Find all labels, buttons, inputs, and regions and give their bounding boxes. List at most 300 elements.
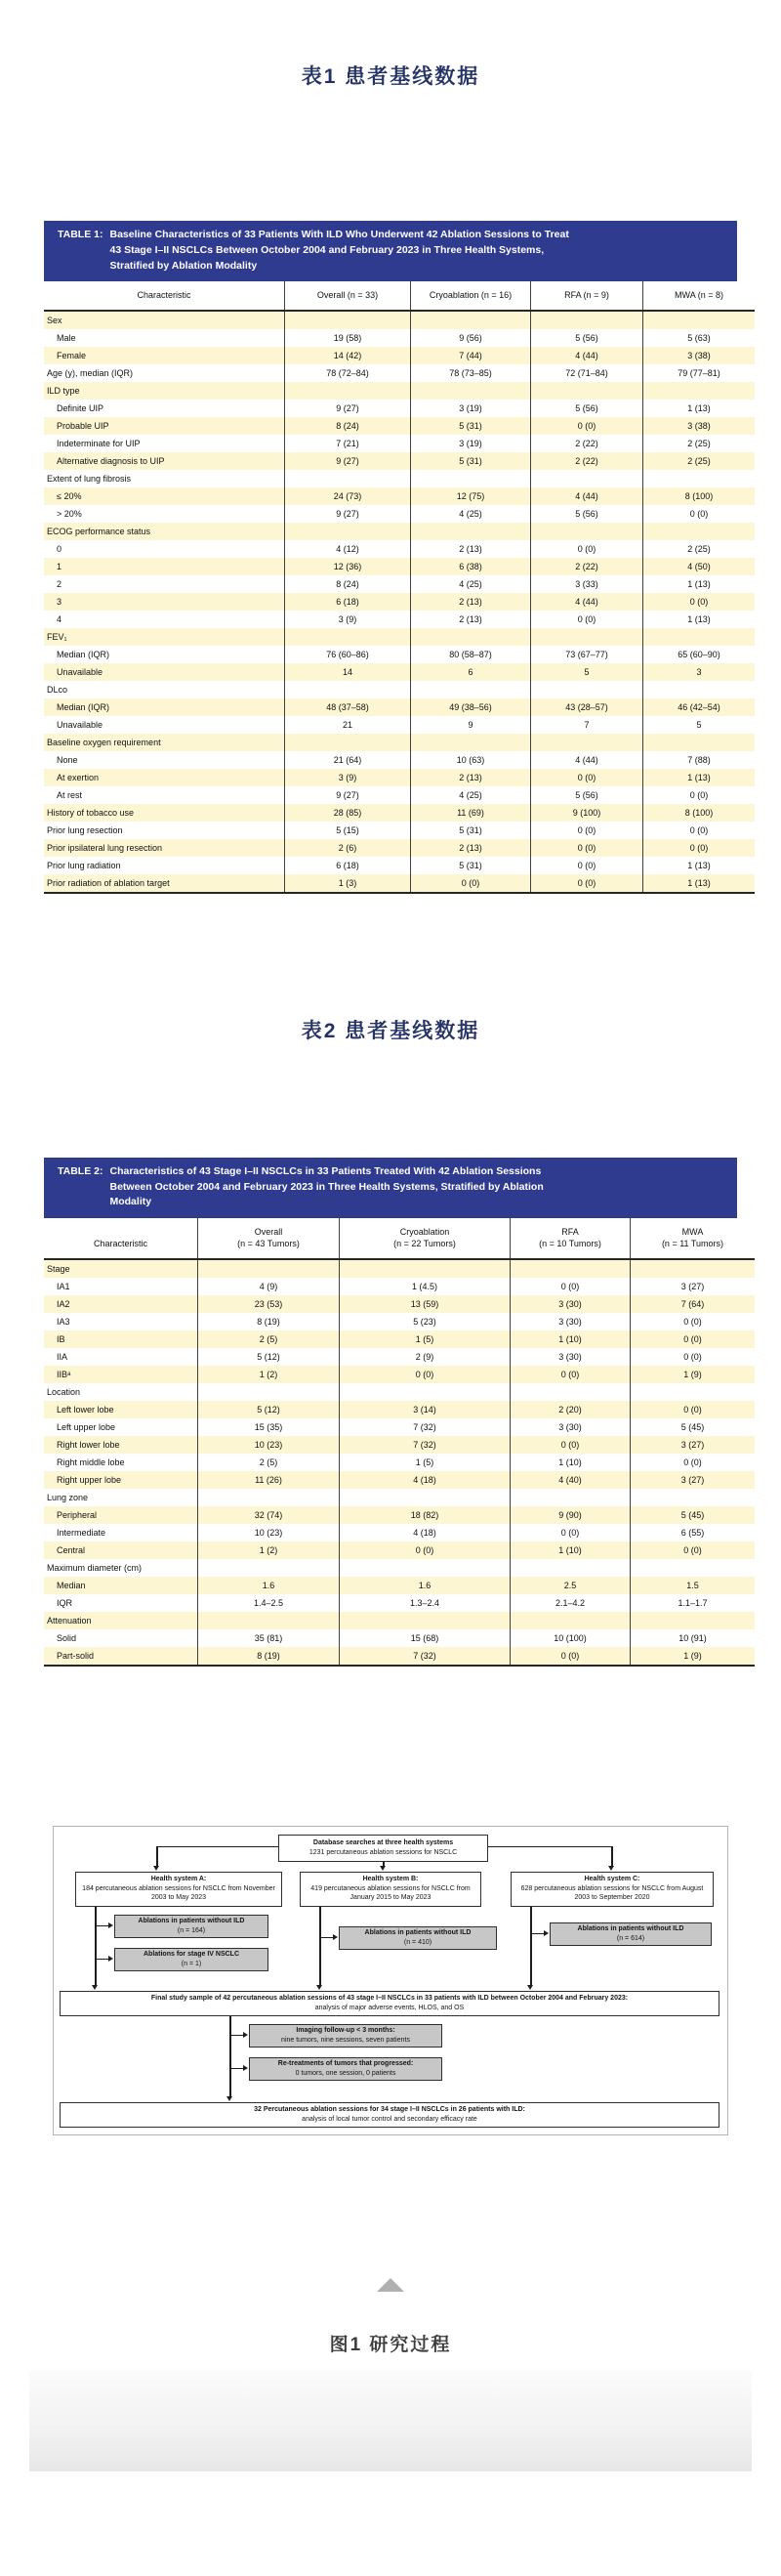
flow-arrow [92,1985,98,1990]
cell-value: 0 (0) [531,874,643,893]
cell-value [340,1259,511,1278]
cell-value [511,1383,631,1401]
cell-value: 2 (6) [285,839,411,857]
cell-value: 4 (25) [411,575,531,593]
table-row [44,417,755,435]
cell-value: 2 (22) [531,558,643,575]
table-row [44,1577,755,1594]
row-label: Attenuation [47,1615,92,1626]
cell-value: 21 [285,716,411,734]
flow-box-exclusion-a1-line2: (n = 164) [177,1926,206,1934]
cell-value [285,382,411,400]
table-row [44,839,755,857]
cell-value: 12 (36) [285,558,411,575]
flow-box-exclusion-b [339,1926,497,1950]
cell-value: 5 (63) [643,329,756,347]
row-label: Right middle lobe [57,1457,125,1467]
row-label: Maximum diameter (cm) [47,1562,143,1573]
cell-value: 1.3–2.4 [340,1594,511,1612]
cell-value: 0 (0) [643,822,756,839]
study-flowchart [53,1826,728,2135]
cell-value: 1 (13) [643,769,756,786]
cell-value: 2 (13) [411,839,531,857]
cell-value [643,382,756,400]
row-label: IA3 [57,1316,70,1327]
cell-value: 2 (22) [531,435,643,452]
flow-bar-final-sample-line1: Final study sample of 42 percutaneous ablation sessions of 43 stage I–II NSCLCs in 33 patients with ILD between October 2004 and February 2023: [150,1995,629,2003]
row-label: Extent of lung fibrosis [47,473,132,484]
cell-value: 80 (58–87) [411,646,531,663]
table-section-row [44,734,755,751]
row-label: IA2 [57,1298,70,1309]
flow-connector [156,1846,278,1848]
table1-label: TABLE 1: [58,229,103,240]
cell-value: 3 (30) [511,1418,631,1436]
cell-value: 0 (0) [511,1436,631,1454]
table-row [44,1506,755,1524]
cell-value: 4 (12) [285,540,411,558]
table-row [44,698,755,716]
cell-value: 0 (0) [340,1366,511,1383]
flow-box-retreatment-line1: Re-treatments of tumors that progressed: [277,2060,414,2068]
cell-value: 0 (0) [511,1366,631,1383]
flow-box-system-b-line2: 419 percutaneous ablation sessions for NSCLC from January 2015 to May 2023 [310,1884,471,1902]
table-section-row [44,1383,755,1401]
table-section-row [44,1612,755,1629]
cell-value: 1 (13) [643,857,756,874]
flow-arrow [243,2065,248,2071]
cell-value: 5 (56) [531,329,643,347]
cell-value: 9 (27) [285,505,411,523]
cell-value: 5 [643,716,756,734]
cell-value: 5 (12) [198,1401,340,1418]
cell-value: 1.6 [198,1577,340,1594]
cell-value [531,311,643,329]
table2-label: TABLE 2: [58,1164,103,1177]
table-row [44,558,755,575]
table-row [44,364,755,382]
cell-value: 2 (22) [531,452,643,470]
table1-col-header-3: RFA (n = 9) [531,281,643,311]
table2-container [44,1158,737,1667]
flow-box-system-b [300,1872,481,1907]
cell-value: 0 (0) [631,1330,756,1348]
cell-value: 11 (26) [198,1471,340,1489]
cell-value: 8 (100) [643,487,756,505]
cell-value: 5 (15) [285,822,411,839]
cell-value: 5 (56) [531,400,643,417]
row-label: Male [57,332,76,343]
cell-value: 10 (23) [198,1524,340,1541]
table1-col-header-1: Overall (n = 33) [285,281,411,311]
table-row [44,1471,755,1489]
cell-value [340,1383,511,1401]
cell-value: 7 (32) [340,1436,511,1454]
table-row [44,505,755,523]
cell-value: 3 (19) [411,435,531,452]
cell-value [198,1383,340,1401]
flow-box-exclusion-a1 [114,1915,268,1938]
table1-col-header-4: MWA (n = 8) [643,281,756,311]
table-row [44,1647,755,1666]
cell-value: 5 (31) [411,417,531,435]
row-label: Alternative diagnosis to UIP [57,455,165,466]
cell-value: 4 (18) [340,1471,511,1489]
cell-value: 1 (10) [511,1454,631,1471]
cell-value [643,523,756,540]
cell-value [198,1612,340,1629]
cell-value: 2 (13) [411,769,531,786]
cell-value [631,1489,756,1506]
cell-value: 4 (40) [511,1471,631,1489]
cell-value [340,1612,511,1629]
cell-value: 5 (45) [631,1506,756,1524]
table-row [44,540,755,558]
cell-value: 14 [285,663,411,681]
table2-header-row [44,1218,755,1258]
cell-value: 0 (0) [531,839,643,857]
flow-bar-final-sample [60,1991,719,2016]
table-row [44,575,755,593]
table-row [44,822,755,839]
cell-value [643,734,756,751]
cell-value: 1.4–2.5 [198,1594,340,1612]
row-label: Stage [47,1263,70,1274]
cell-value: 10 (63) [411,751,531,769]
cell-value [511,1559,631,1577]
cell-value: 13 (59) [340,1295,511,1313]
flow-bar-final-sample-line2: analysis of major adverse events, HLOS, and OS [314,2004,465,2011]
cell-value: 1.1–1.7 [631,1594,756,1612]
cell-value: 46 (42–54) [643,698,756,716]
cell-value [643,470,756,487]
row-label: Part-solid [57,1650,95,1661]
flow-connector [156,1846,158,1866]
flow-bar-final-analysis [60,2102,719,2128]
cell-value: 4 (25) [411,505,531,523]
row-label: Definite UIP [57,402,104,413]
table-row [44,1629,755,1647]
cell-value [198,1559,340,1577]
row-label: ECOG performance status [47,526,151,536]
cell-value: 4 (18) [340,1524,511,1541]
cell-value: 1 (13) [643,400,756,417]
table1-header-row [44,281,755,311]
table-row [44,435,755,452]
cell-value: 8 (24) [285,417,411,435]
cell-value: 5 (45) [631,1418,756,1436]
cell-value: 1 (4.5) [340,1278,511,1295]
row-label: 3 [57,596,62,607]
table-row [44,1541,755,1559]
row-label: Unavailable [57,719,103,730]
cell-value: 3 (33) [531,575,643,593]
cell-value: 0 (0) [531,857,643,874]
row-label: 0 [57,543,62,554]
row-label: Central [57,1544,86,1555]
cell-value: 14 (42) [285,347,411,364]
table-section-row [44,382,755,400]
row-label: At rest [57,789,83,800]
flow-arrow [333,1934,338,1940]
row-label: IIA [57,1351,68,1362]
flow-connector [488,1846,612,1848]
table-row [44,1454,755,1471]
cell-value: 1 (5) [340,1330,511,1348]
row-label: History of tobacco use [47,807,135,818]
table1-container [44,221,737,894]
cell-value: 0 (0) [511,1278,631,1295]
table-row [44,1313,755,1330]
cell-value: 1 (3) [285,874,411,893]
page-title-table2: 表2 患者基线数据 [301,1019,480,1042]
cell-value: 7 [531,716,643,734]
row-label: Peripheral [57,1509,98,1520]
row-label: 1 [57,561,62,571]
table-section-row [44,1489,755,1506]
cell-value [643,681,756,698]
cell-value: 8 (100) [643,804,756,822]
flow-box-system-a-line2: 184 percutaneous ablation sessions for NSCLC from November 2003 to May 2023 [82,1884,275,1902]
flow-connector [319,1937,333,1939]
cell-value: 65 (60–90) [643,646,756,663]
row-label: ≤ 20% [57,490,82,501]
flow-box-database [278,1835,488,1862]
cell-value: 2 (5) [198,1330,340,1348]
flow-arrow [608,1866,614,1871]
cell-value: 0 (0) [643,839,756,857]
cell-value: 24 (73) [285,487,411,505]
table-row [44,1418,755,1436]
cell-value [411,311,531,329]
cell-value: 9 [411,716,531,734]
cell-value: 1 (9) [631,1366,756,1383]
row-label: Probable UIP [57,420,109,431]
cell-value [531,523,643,540]
cell-value: 2 (25) [643,540,756,558]
table1-col-header-0: Characteristic [44,281,285,311]
cell-value: 0 (0) [340,1541,511,1559]
cell-value: 4 (44) [531,751,643,769]
table-section-row [44,311,755,329]
cell-value: 6 (55) [631,1524,756,1541]
cell-value: 1 (13) [643,611,756,628]
cell-value: 0 (0) [643,593,756,611]
cell-value [340,1489,511,1506]
flow-box-exclusion-a2-line1: Ablations for stage IV NSCLC [143,1951,239,1959]
cell-value: 5 (56) [531,505,643,523]
flow-box-exclusion-a1-line1: Ablations in patients without ILD [138,1918,245,1925]
table-row [44,329,755,347]
cell-value: 4 (44) [531,487,643,505]
cell-value: 9 (100) [531,804,643,822]
cell-value: 1 (13) [643,874,756,893]
flow-box-database-line2: 1231 percutaneous ablation sessions for NSCLC [308,1848,458,1856]
row-label: IQR [57,1597,73,1608]
row-label: FEV₁ [47,631,67,642]
flow-bar-final-analysis-line1: 32 Percutaneous ablation sessions for 34 stage I–II NSCLCs in 26 patients with ILD: [254,2106,525,2114]
footer-gradient-band [29,2370,752,2471]
cell-value: 6 (38) [411,558,531,575]
table-row [44,751,755,769]
flow-box-exclusion-b-line1: Ablations in patients without ILD [364,1929,472,1937]
cell-value: 1 (2) [198,1541,340,1559]
cell-value [631,1612,756,1629]
row-label: Solid [57,1632,77,1643]
cell-value [411,382,531,400]
cell-value: 1 (13) [643,575,756,593]
cell-value: 3 (30) [511,1295,631,1313]
row-label: DLco [47,684,68,695]
cell-value [531,382,643,400]
table2-col-header-2: Cryoablation (n = 22 Tumors) [340,1218,511,1258]
flow-connector [319,1907,321,1985]
flow-box-system-c-line1: Health system C: [584,1876,640,1883]
table-row [44,1524,755,1541]
row-label: Median [57,1580,86,1590]
cell-value: 5 (23) [340,1313,511,1330]
cell-value [285,523,411,540]
cell-value: 8 (24) [285,575,411,593]
table1-title: Baseline Characteristics of 33 Patients With ILD Who Underwent 42 Ablation Sessions to Treat 43 Stage I–II NSCLCs Between October 2004 and February 2023 in Three Health Systems, Stratified by Ablation Modality [109,229,569,272]
flow-connector [229,2068,243,2070]
cell-value: 0 (0) [643,505,756,523]
row-label: IB [57,1333,65,1344]
cell-value: 1 (2) [198,1366,340,1383]
table-row [44,1594,755,1612]
table-row [44,716,755,734]
row-label: Intermediate [57,1527,106,1538]
cell-value: 4 (25) [411,786,531,804]
flow-box-followup-imaging-line1: Imaging follow-up < 3 months: [296,2027,395,2035]
cell-value: 7 (64) [631,1295,756,1313]
table-row [44,487,755,505]
cell-value: 1 (10) [511,1541,631,1559]
cell-value: 72 (71–84) [531,364,643,382]
row-label: Unavailable [57,666,103,677]
cell-value: 2.5 [511,1577,631,1594]
cell-value: 1.6 [340,1577,511,1594]
cell-value: 8 (19) [198,1647,340,1666]
cell-value: 7 (32) [340,1647,511,1666]
cell-value: 1.5 [631,1577,756,1594]
flow-connector [95,1907,97,1985]
table2-col-header-1: Overall (n = 43 Tumors) [198,1218,340,1258]
cell-value: 1 (5) [340,1454,511,1471]
cell-value: 9 (27) [285,452,411,470]
flow-box-followup-imaging-line2: nine tumors, nine sessions, seven patients [281,2036,410,2044]
cell-value [531,628,643,646]
cell-value: 0 (0) [411,874,531,893]
cell-value: 2 (13) [411,611,531,628]
cell-value: 0 (0) [511,1524,631,1541]
page-title-table1: 表1 患者基线数据 [301,65,480,88]
cell-value [643,311,756,329]
cell-value: 0 (0) [531,611,643,628]
cell-value: 0 (0) [631,1401,756,1418]
table-row [44,347,755,364]
cell-value: 3 (30) [511,1348,631,1366]
cell-value [631,1559,756,1577]
table-row [44,1278,755,1295]
cell-value [411,734,531,751]
row-label: Age (y), median (IQR) [47,367,134,378]
cell-value: 11 (69) [411,804,531,822]
cell-value [531,470,643,487]
row-label: None [57,754,78,765]
cell-value: 3 (30) [511,1313,631,1330]
cell-value: 73 (67–77) [531,646,643,663]
cell-value: 7 (21) [285,435,411,452]
row-label: Right upper lobe [57,1474,122,1485]
table-row [44,1436,755,1454]
cell-value: 78 (73–85) [411,364,531,382]
table-section-row [44,470,755,487]
cell-value: 2 (13) [411,540,531,558]
table-row [44,874,755,893]
cell-value [531,734,643,751]
cell-value: 76 (60–86) [285,646,411,663]
flow-connector [530,1933,544,1935]
cell-value: 3 (27) [631,1436,756,1454]
flow-box-system-c [511,1872,714,1907]
table-row [44,646,755,663]
cell-value: 9 (27) [285,400,411,417]
cell-value: 43 (28–57) [531,698,643,716]
flow-box-exclusion-c [550,1922,712,1946]
cell-value: 5 (31) [411,822,531,839]
row-label: IA1 [57,1281,70,1291]
cell-value: 0 (0) [531,540,643,558]
cell-value: 0 (0) [531,822,643,839]
cell-value [285,681,411,698]
table2-col-header-3: RFA (n = 10 Tumors) [511,1218,631,1258]
cell-value: 21 (64) [285,751,411,769]
table1 [44,281,755,894]
cell-value [285,470,411,487]
flow-box-exclusion-b-line2: (n = 410) [403,1938,432,1946]
cell-value: 7 (32) [340,1418,511,1436]
cell-value: 18 (82) [340,1506,511,1524]
cell-value: 5 (31) [411,452,531,470]
table-section-row [44,681,755,698]
cell-value: 0 (0) [631,1454,756,1471]
cell-value [511,1612,631,1629]
flow-connector [229,2035,243,2037]
row-label: ILD type [47,385,80,396]
cell-value: 0 (0) [531,417,643,435]
row-label: Left lower lobe [57,1404,114,1415]
cell-value [643,628,756,646]
flow-arrow [108,1922,113,1928]
row-label: At exertion [57,772,100,782]
cell-value: 4 (44) [531,347,643,364]
table-section-row [44,1559,755,1577]
row-label: Prior radiation of ablation target [47,877,170,888]
cell-value: 15 (68) [340,1629,511,1647]
back-to-top-icon[interactable] [377,2278,404,2292]
flow-box-system-c-line2: 628 percutaneous ablation sessions for NSCLC from August 2003 to September 2020 [520,1884,704,1902]
cell-value: 10 (100) [511,1629,631,1647]
cell-value [285,311,411,329]
cell-value: 2 (20) [511,1401,631,1418]
cell-value: 4 (50) [643,558,756,575]
flow-connector [611,1846,613,1866]
cell-value: 3 (27) [631,1278,756,1295]
cell-value: 2 (25) [643,452,756,470]
table-row [44,593,755,611]
table-row [44,857,755,874]
